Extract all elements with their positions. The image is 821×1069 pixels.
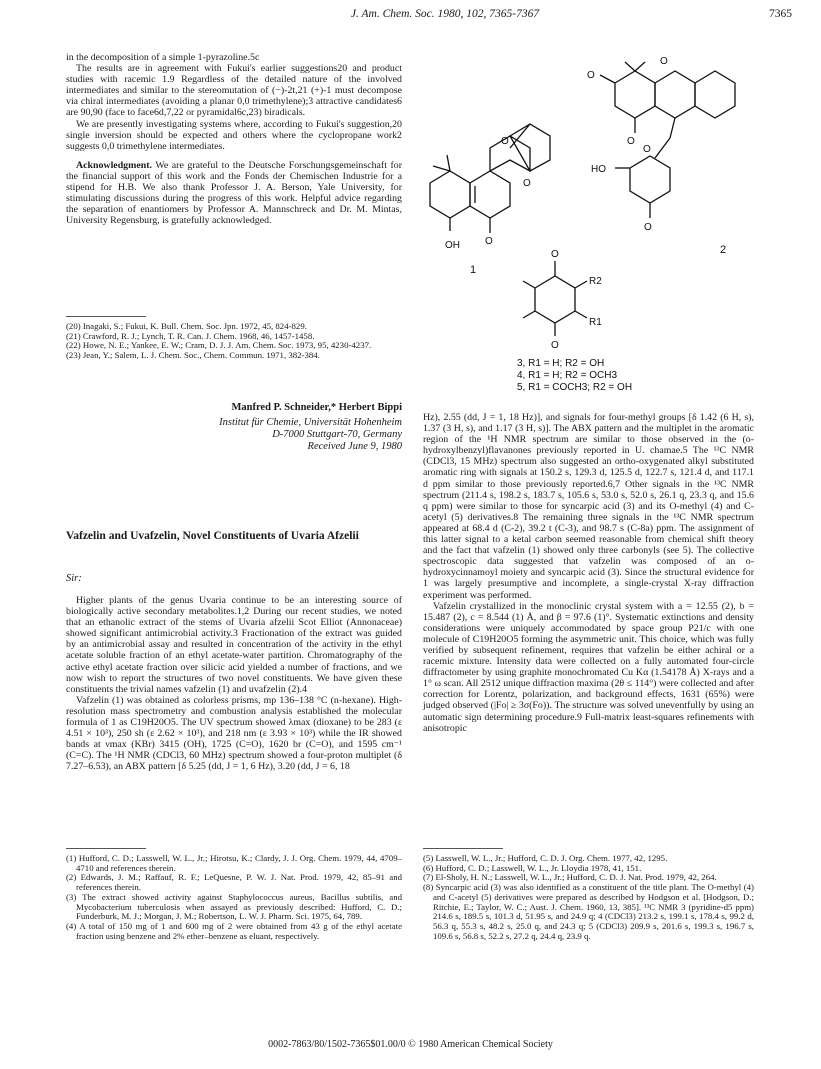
footnote-divider: [423, 848, 503, 849]
salutation: Sir:: [66, 573, 82, 584]
acknowledgment-heading: Acknowledgment.: [76, 159, 152, 171]
references-top: [66, 322, 402, 361]
reference: (2) Edwards, J. M.; Raffauf, R. F.; LeQuesne, P. W. J. Nat. Prod. 1979, 42, 85–91 and references therein.: [66, 872, 402, 893]
article-body-left: [66, 595, 402, 773]
oxygen-label: O: [660, 56, 668, 67]
r1-label: R1: [589, 317, 602, 328]
hydroxyl-label: HO: [591, 164, 606, 175]
reference: (7) El-Sholy, H. N.; Lasswell, W. L., Jr.; Hufford, C. D. J. Nat. Prod. 1979, 42, 264.: [423, 872, 717, 883]
oxygen-label: O: [551, 249, 559, 260]
oxygen-label: O: [551, 340, 559, 351]
hydroxyl-label: OH: [445, 240, 460, 251]
reference: (21) Crawford, R. J.; Lynch, T. R. Can. J. Chem. 1968, 46, 1457-1458.: [66, 330, 315, 341]
received-date: Received June 9, 1980: [307, 441, 402, 452]
reference: (20) Inagaki, S.; Fukui, K. Bull. Chem. Soc. Jpn. 1972, 45, 824-829.: [66, 321, 307, 331]
chemical-structures: [415, 48, 760, 413]
oxygen-label: O: [644, 222, 652, 233]
legend-line: 5, R1 = COCH3; R2 = OH: [517, 382, 633, 393]
oxygen-label: O: [501, 136, 509, 147]
paragraph: Higher plants of the genus Uvaria continue to be an interesting source of biologically active secondary metabolites.1,2 During our recent studies, we noted that an ethanolic extract of the stems of Uvaria afzelii Scot Elliot (Annonaceae) showed significant antimicrobial activity.3 Fractionation of the extract was guided by an antimicrobial assay and resulted in concentration of the activity in the ethyl acetate soluble fraction of an ethyl acetate-water partition. Chromatography of the active ethyl acetate fraction over silicic acid yielded a number of fractions, and we now wish to report the structures of two novel constituents. We have given these constituents the trivial names vafzelin (1) and uvafzelin (2).4: [66, 595, 402, 695]
affiliation: Institut für Chemie, Universität Hohenheim: [219, 417, 402, 428]
acknowledgment: [66, 160, 402, 227]
references-bottom-right: [423, 854, 754, 941]
reference: (3) The extract showed activity against Staphylococcus aureus, Bacillus subtilis, and Mycobacterium tuberculosis when assayed as previously described: Hufford, C. D.; Funderburk, M. J.; Morgan, J. M.; Robertson, L. W. J. Pharm. Sci. 1975, 64, 789.: [66, 891, 402, 922]
references-bottom-left: [66, 854, 402, 941]
structure-3-5: [517, 249, 632, 393]
footnote-divider: [66, 316, 146, 317]
paragraph: in the decomposition of a simple 1-pyrazoline.5c: [66, 52, 260, 63]
authors: Manfred P. Schneider,* Herbert Bippi: [231, 402, 402, 413]
copyright-footer: 0002-7863/80/1502-7365$01.00/0 © 1980 American Chemical Society: [268, 1039, 553, 1050]
address: D-7000 Stuttgart-70, Germany: [272, 429, 402, 440]
oxygen-label: O: [627, 136, 635, 147]
paragraph: The results are in agreement with Fukui's earlier suggestions20 and product studies with racemic 1.9 Regardless of the detailed nature of the involved intermediates and similar to the stereomutation of (−)-2t,21 (+)-1 must decompose via chiral intermediates (avoiding a planar 0,0 trimethylene);3 attractive candidates6 are 90,90 (face to face6d,7,22 or pyramidal6c,23) biradicals.: [66, 63, 402, 119]
paragraph: Hz), 2.55 (dd, J = 1, 18 Hz)], and signals for four-methyl groups [δ 1.42 (6 H, s), 1.37 (3 H, s), and 1.17 (3 H, s)]. The ABX pattern and the multiplet in the aromatic region of the ¹H NMR spectrum are similar to those observed in the (o-hydroxylbenzyl)flavanones previously reported in U. chamae.5 The ¹³C NMR (CDCl3, 15 MHz) spectrum also suggested an ortho-oxygenated alkyl substituted aromatic ring with signals at 150.2 s, 129.3 d, 125.5 d, 122.7 s, 121.4 d, and 117.1 d ppm similar to those previously reported.6,7 Other signals in the ¹³C NMR spectrum (211.4 s, 198.2 s, 183.7 s, 105.6 s, 53.0 s, 52.0 s, 26.1 q, 23.3 q, and 15.6 q ppm) were similar to those for syncarpic acid (3) and its O-methyl (4) and C-acetyl (5) derivatives.8 The remaining three signals in the ¹³C NMR spectrum appeared at 68.4 d (C-2), 39.2 t (C-3), and 98.7 s (C-8a) ppm. The assignment of this latter signal to a ketal carbon seemed reasonable from chemical shift theory and the fact that vafzelin (1) showed only three carbonyls (see 5). The collective spectroscopic data suggested that vafzelin was composed of an o-hydroxycinnamoyl moiety and syncarpic acid (3). Since the structural evidence for 1 was largely presumptive and incomplete, a single-crystal X-ray diffraction experiment was performed.: [423, 412, 754, 601]
paragraph: Vafzelin crystallized in the monoclinic crystal system with a = 12.55 (2), b = 15.487 (2), c = 8.544 (1) Å, and β = 97.6 (1)°. Systematic extinctions and density considerations were uniquely accommodated by space group P21/c with one molecule of C19H20O5 forming the asymmetric unit. This choice, which was fully verified by subsequent refinement, requires that vafzelin be either achiral or a racemic mixture. Intensity data were collected on a fully automated four-circle diffractometer by using graphite monochromated Cu Kα (1.54178 Å) X-rays and a 1° ω scan. All 2512 unique diffraction maxima (2θ ≤ 114°) were collected and after correction for Lorentz, polarization, and background effects, 1631 (65%) were judged observed (|Fo| ≥ 3σ(Fo)). The structure was solved uneventfully by using an automatic sign determining procedure.9 Full-matrix least-squares refinements with anisotropic: [423, 600, 754, 734]
reference: (22) Howe, N. E.; Yankee, E. W.; Cram, D. J. J. Am. Chem. Soc. 1973, 95, 4230-4237.: [66, 340, 372, 351]
article-body-right: [423, 412, 754, 734]
left-top-text: [66, 52, 402, 226]
reference: (6) Hufford, C. D.; Lasswell, W. L., Jr. Lloydia 1978, 41, 151.: [423, 862, 642, 873]
reference: (5) Lasswell, W. L., Jr.; Hufford, C. D. J. Org. Chem. 1977, 42, 1295.: [423, 853, 668, 863]
legend-line: 4, R1 = H; R2 = OCH3: [517, 370, 618, 381]
journal-header: J. Am. Chem. Soc. 1980, 102, 7365-7367: [350, 8, 540, 20]
legend-line: 3, R1 = H; R2 = OH: [517, 358, 605, 369]
acknowledgment-body: We are grateful to the Deutsche Forschungsgemeinschaft for the financial support of this work and the Fonds der Chemischen Industrie for a stipend for H.B. We also thank Professor J. A. Berson, Yale University, for stimulating discussions during the progress of this work. Helpful advice regarding the separation of enantiomers by Professor A. Mannschreck and Dr. M. Mintas, University Regensburg, is gratefully acknowledged.: [66, 159, 402, 227]
oxygen-label: O: [485, 236, 493, 247]
paragraph: Vafzelin (1) was obtained as colorless prisms, mp 136–138 °C (n-hexane). High-resolution mass spectrometry and combustion analysis established the molecular formula of 1 as C19H20O5. The UV spectrum showed λmax (dioxane) to be 283 (ε 4.51 × 10³), 250 sh (ε 2.62 × 10³), and 218 nm (ε 3.93 × 10³) while the IR showed bands at νmax (KBr) 3415 (OH), 1725 (C=O), 1620 br (C=O), and 1595 cm⁻¹ (C=C). The ¹H NMR (CDCl3, 60 MHz) spectrum showed a four-proton multiplet (δ 7.27–6.53), an ABX pattern [δ 5.25 (dd, J = 1, 6 Hz), 3.20 (dd, J = 6, 18: [66, 694, 402, 773]
footnote-divider: [66, 848, 146, 849]
oxygen-label: O: [523, 178, 531, 189]
paragraph: We are presently investigating systems where, according to Fukui's suggestion,20 single inversion should be expected and others where the cyclopropane work2 suggests 0,0 trimethylene intermediates.: [66, 118, 402, 152]
article-title: Vafzelin and Uvafzelin, Novel Constituents of Uvaria Afzelii: [66, 530, 359, 542]
reference: (4) A total of 150 mg of 1 and 600 mg of 2 were obtained from 43 g of the ethyl acetate fraction using benzene and 2% ether–benzene as eluant, respectively.: [66, 920, 402, 941]
structure-label-1: 1: [470, 264, 477, 276]
reference: (23) Jean, Y.; Salem, L. J. Chem. Soc., Chem. Commun. 1971, 382-384.: [66, 350, 320, 361]
page-number: 7365: [769, 8, 792, 20]
structure-label-2: 2: [720, 244, 727, 256]
oxygen-label: O: [643, 144, 651, 155]
reference: (8) Syncarpic acid (3) was also identified as a constituent of the title plant. The O-methyl (4) and C-acetyl (5) derivatives were prepared as described by Hodgson et al. [Hodgson, D.; Ritchie, E.; Taylor, W. C.; Aust. J. Chem. 1960, 13, 385]. ¹³C NMR 3 (pyridine-d5 ppm) 214.6 s, 189.5 s, 101.3 d, 51.95 s, and 24.9 q; 4 (CDCl3) 213.2 s, 199.1 s, 178.4 s, 99.2 d, 56.3 q, 55.3 s, 48.2 s, 25.0 q, and 24.3 q; 5 (CDCl3) 209.9 s, 201.6 s, 199.3 s, 196.7 s, 109.6 s, 56.8 s, 52.2 s, 27.2 q, 24.4 q, 23.9 q.: [423, 882, 754, 941]
signature-block: [66, 402, 402, 453]
structure-1: [430, 124, 550, 276]
structure-2: [587, 56, 735, 256]
r2-label: R2: [589, 276, 602, 287]
reference: (1) Hufford, C. D.; Lasswell, W. L., Jr.; Hirotsu, K.; Clardy, J. J. Org. Chem. 1979, 44, 4709–4710 and references therein.: [66, 853, 402, 873]
oxygen-label: O: [587, 70, 595, 81]
